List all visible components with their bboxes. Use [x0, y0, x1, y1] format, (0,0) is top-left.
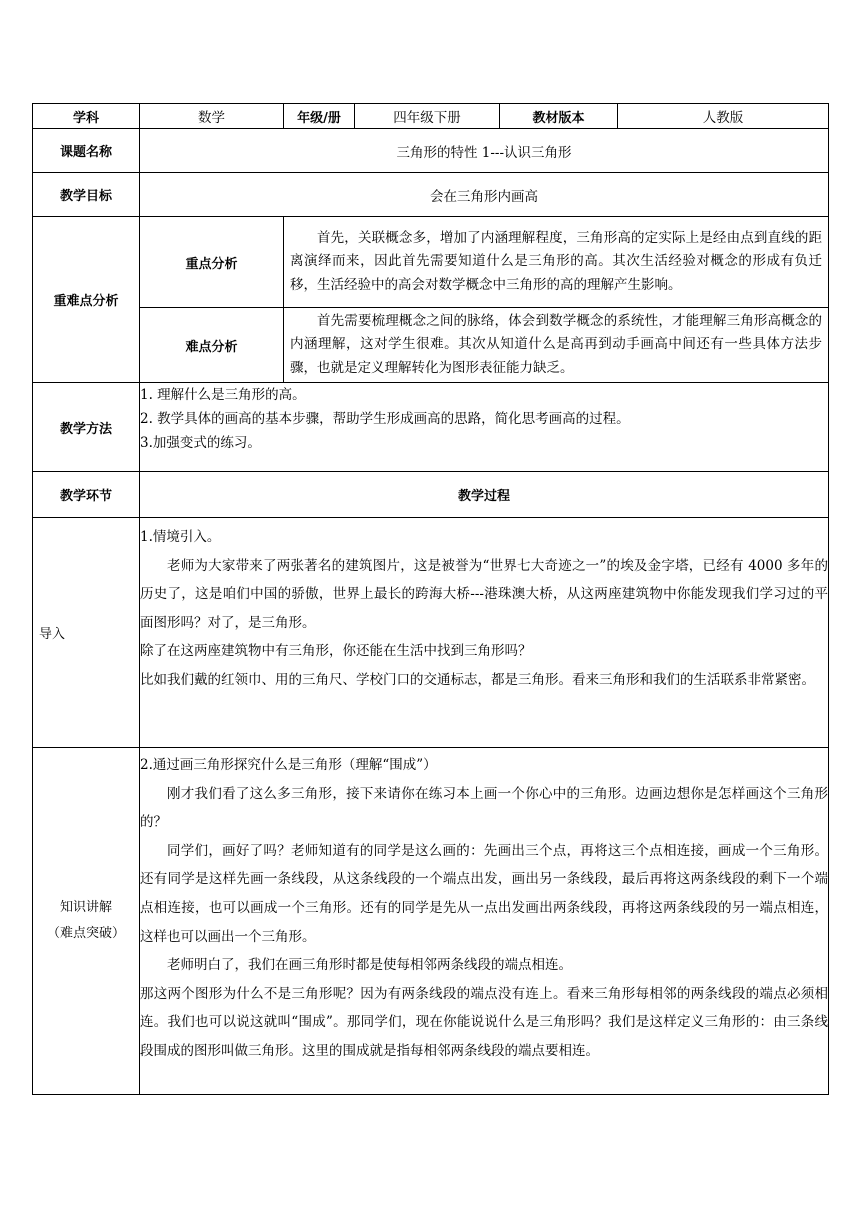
difficulty-analysis-cell [284, 308, 829, 383]
process-header: 教学过程 [140, 472, 829, 518]
grade-label: 年级/册 [284, 104, 355, 129]
key-analysis-label: 重点分析 [140, 217, 284, 308]
lecture-label-line-1: 知识讲解 [59, 900, 112, 915]
edition-label: 教材版本 [500, 104, 618, 129]
method-item-1: 1. 理解什么是三角形的高。 [140, 387, 306, 403]
intro-cell [140, 518, 829, 748]
difficulty-analysis-text: 首先需要梳理概念之间的脉络，体会到数学概念的系统性，才能理解三角形高概念的内涵理解，这对学生很难。其次从知道什么是高再到动手画高中间还有一些具体方法步骤，也就是定义理解转化为图形表征能力缺乏。 [290, 312, 822, 376]
intro-title: 1.情境引入。 [140, 529, 221, 545]
method-label: 教学方法 [33, 383, 140, 472]
header-row [33, 104, 829, 129]
lecture-title: 2.通过画三角形探究什么是三角形（理解“围成”） [140, 757, 437, 773]
topic-value: 三角形的特性 1---认识三角形 [140, 129, 829, 173]
goal-row [33, 173, 829, 217]
intro-label: 导入 [33, 518, 140, 748]
method-row [33, 383, 829, 472]
topic-row [33, 129, 829, 173]
key-analysis-row [33, 217, 829, 308]
method-item-3: 3.加强变式的练习。 [140, 435, 261, 451]
stage-header: 教学环节 [33, 472, 140, 518]
analysis-label: 重难点分析 [33, 217, 140, 383]
goal-value: 会在三角形内画高 [140, 173, 829, 217]
lecture-label-line-2: （难点突破） [46, 926, 125, 941]
method-cell [140, 383, 829, 472]
goal-label: 教学目标 [33, 173, 140, 217]
edition-value: 人教版 [618, 104, 829, 129]
topic-label: 课题名称 [33, 129, 140, 173]
intro-row [33, 518, 829, 748]
method-item-2: 2. 教学具体的画高的基本步骤，帮助学生形成画高的思路，简化思考画高的过程。 [140, 411, 630, 427]
lecture-label [33, 748, 140, 1095]
lecture-paragraph-4: 那这两个图形为什么不是三角形呢？因为有两条线段的端点没有连上。看来三角形每相邻的两条线段的端点必须相连。我们也可以说这就叫“围成”。那同学们，现在你能说说什么是三角形吗？我们是这样定义三角形的：由三条线段围成的图形叫做三角形。这里的围成就是指每相邻两条线段的端点要相连。 [140, 985, 828, 1059]
lecture-row [33, 748, 829, 1095]
intro-paragraph-1: 老师为大家带来了两张著名的建筑图片，这是被誉为“世界七大奇迹之一”的埃及金字塔，已经有 4000 多年的历史了，这是咱们中国的骄傲，世界上最长的跨海大桥---港珠澳大桥，从这两座建筑物中你能发现我们学习过的平面图形吗？对了，是三角形。 [140, 557, 828, 631]
lecture-cell [140, 748, 829, 1095]
key-analysis-cell [284, 217, 829, 308]
intro-paragraph-2: 除了在这两座建筑物中有三角形，你还能在生活中找到三角形吗？ [140, 643, 532, 659]
lecture-paragraph-2: 同学们，画好了吗？老师知道有的同学是这么画的：先画出三个点，再将这三个点相连接，画成一个三角形。还有同学是这样先画一条线段，从这条线段的一个端点出发，画出另一条线段，最后再将这两条线段的剩下一个端点相连接，也可以画成一个三角形。还有的同学是先从一点出发画出两条线段，再将这两条线段的另一端点相连，这样也可以画出一个三角形。 [140, 842, 828, 945]
subject-value: 数学 [140, 104, 284, 129]
subject-label: 学科 [33, 104, 140, 129]
difficulty-analysis-label: 难点分析 [140, 308, 284, 383]
lecture-paragraph-3: 老师明白了，我们在画三角形时都是使每相邻两条线段的端点相连。 [167, 957, 572, 974]
process-header-row [33, 472, 829, 518]
difficulty-analysis-row [33, 308, 829, 383]
grade-value: 四年级下册 [355, 104, 500, 129]
key-analysis-text: 首先，关联概念多，增加了内涵理解程度，三角形高的定实际上是经由点到直线的距离演绎而来，因此首先需要知道什么是三角形的高。其次生活经验对概念的形成有负迁移，生活经验中的高会对数学概念中三角形的高的理解产生影响。 [290, 229, 822, 293]
lecture-paragraph-1: 刚才我们看了这么多三角形，接下来请你在练习本上画一个你心中的三角形。边画边想你是怎样画这个三角形的？ [140, 785, 828, 831]
intro-paragraph-3: 比如我们戴的红领巾、用的三角尺、学校门口的交通标志，都是三角形。看来三角形和我们的生活联系非常紧密。 [140, 671, 815, 688]
lesson-plan-table [32, 103, 829, 1095]
